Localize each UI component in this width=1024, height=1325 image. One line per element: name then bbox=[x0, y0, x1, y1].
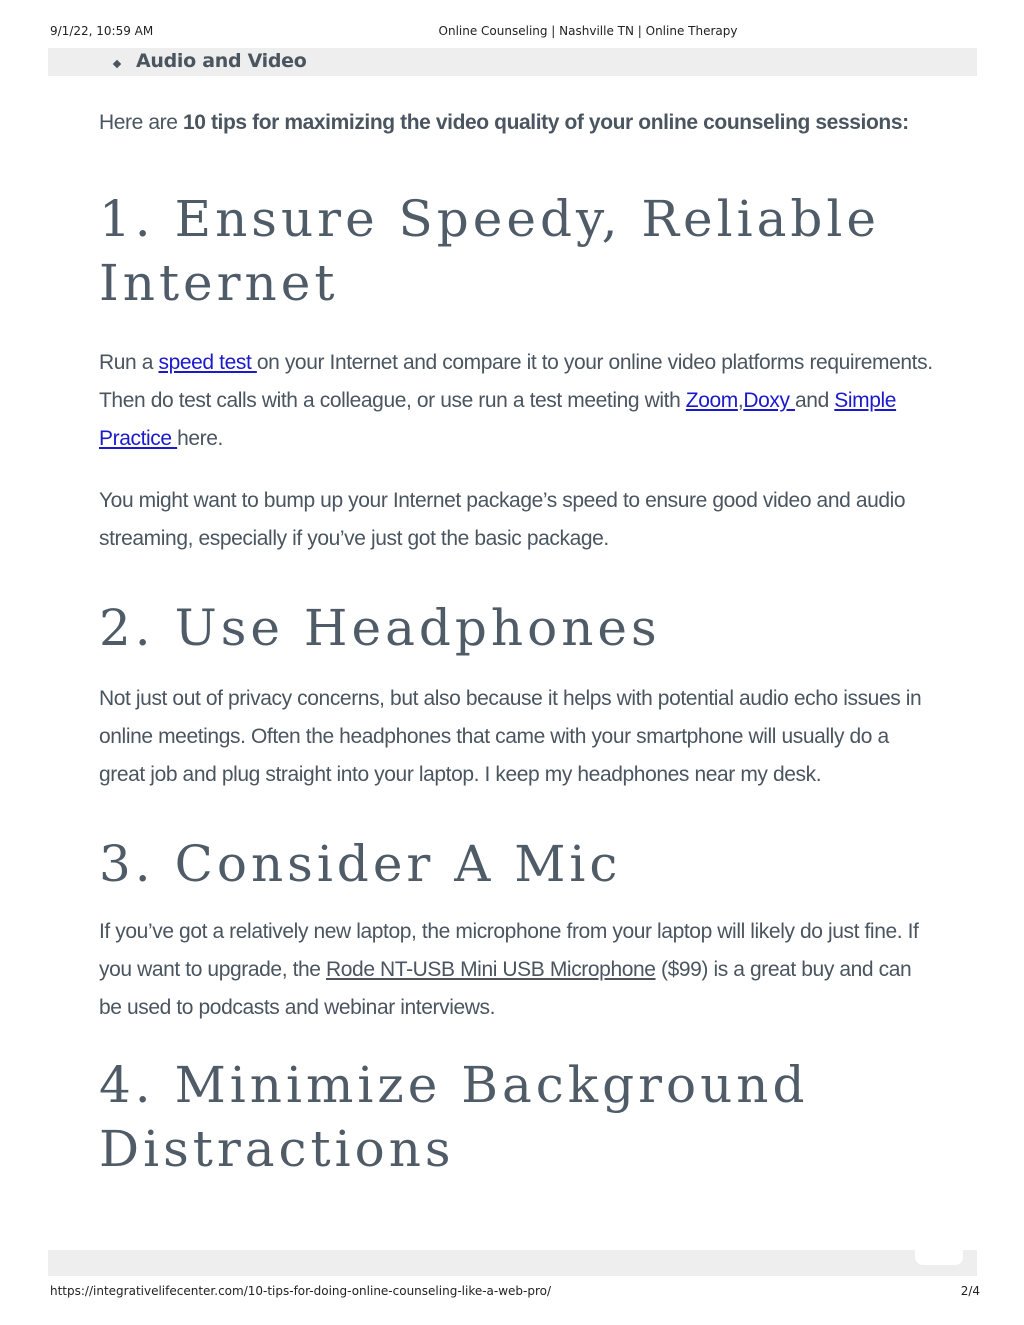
print-footer bbox=[0, 1284, 1024, 1300]
simple-practice-link[interactable]: Simple Practice bbox=[99, 389, 897, 450]
speed-test-link[interactable]: speed test bbox=[158, 351, 257, 374]
doxy-link[interactable]: Doxy bbox=[743, 389, 796, 412]
text-run: and bbox=[795, 389, 835, 412]
section-3-heading: 3. Consider A Mic bbox=[99, 835, 622, 893]
section-2-paragraph-1: Not just out of privacy concerns, but also because it helps with potential audio echo issues in online meetings. Often the headphones that came with your smartphone will usually do a great job and plug straight into your laptop. I keep my headphones near my desk. bbox=[99, 687, 922, 786]
print-page-title: Online Counseling | Nashville TN | Online Therapy bbox=[438, 24, 738, 38]
section-4-heading: 4. Minimize Background Distractions bbox=[99, 1056, 809, 1178]
text-run: ($99) is a great buy and can be used to podcasts and webinar interviews. bbox=[99, 958, 912, 1019]
section-1-heading: 1. Ensure Speedy, Reliable Internet bbox=[99, 190, 881, 312]
section-3-paragraph-1 bbox=[99, 913, 939, 1027]
intro-prefix: Here are bbox=[99, 111, 183, 134]
intro-bold: 10 tips for maximizing the video quality of your online counseling sessions: bbox=[182, 111, 909, 134]
print-page-number: 2/4 bbox=[960, 1284, 980, 1298]
text-run: , bbox=[737, 389, 744, 412]
zoom-link[interactable]: Zoom bbox=[685, 389, 738, 412]
print-datetime: 9/1/22, 10:59 AM bbox=[50, 24, 154, 38]
rode-microphone-link[interactable]: Rode NT-USB Mini USB Microphone bbox=[326, 958, 656, 981]
text-run: Run a bbox=[99, 351, 159, 374]
scroll-tab bbox=[915, 1249, 963, 1265]
print-url: https://integrativelifecenter.com/10-tips-for-doing-online-counseling-like-a-web-pro/ bbox=[50, 1284, 552, 1298]
top-band-label: Audio and Video bbox=[136, 50, 307, 72]
text-run: on your Internet and compare it to your online video platforms requirements. Then do test calls with a colleague, or use run a test meeting with bbox=[99, 351, 933, 412]
text-run: If you’ve got a relatively new laptop, the microphone from your laptop will likely do just fine. If you want to upgrade, the bbox=[99, 920, 919, 981]
section-1-paragraph-1 bbox=[99, 344, 939, 458]
section-2-heading: 2. Use Headphones bbox=[99, 599, 661, 657]
print-header bbox=[0, 24, 1024, 40]
bottom-band bbox=[48, 1250, 977, 1276]
section-1-paragraph-2: You might want to bump up your Internet package’s speed to ensure good video and audio streaming, especially if you’ve just got the basic package. bbox=[99, 489, 906, 550]
top-band bbox=[48, 48, 977, 76]
diamond-bullet-icon bbox=[113, 60, 121, 68]
article-content bbox=[99, 104, 939, 1181]
text-run: here. bbox=[177, 427, 223, 450]
intro-paragraph bbox=[99, 104, 939, 142]
